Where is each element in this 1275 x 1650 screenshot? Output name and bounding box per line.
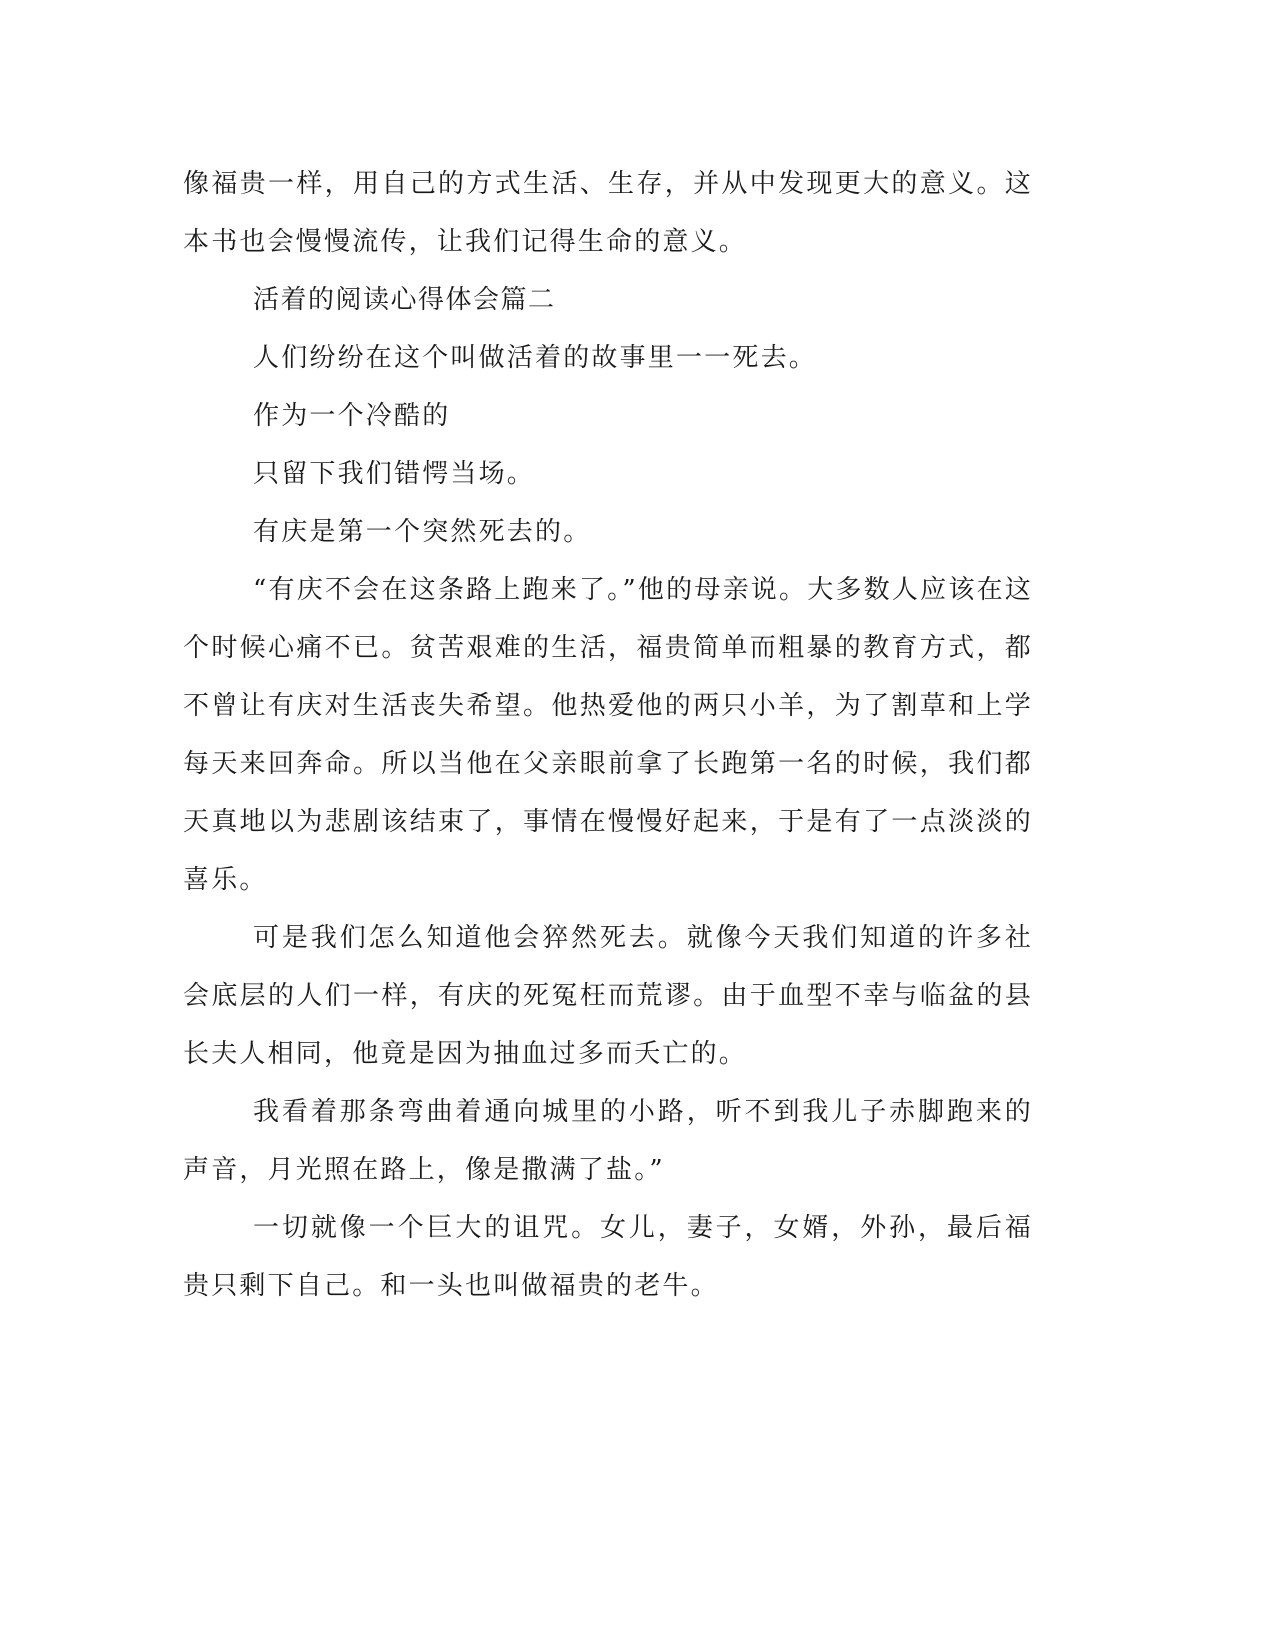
section-heading: 活着的阅读心得体会篇二 [253,285,556,315]
document-body [183,155,1033,1315]
paragraph: 人们纷纷在这个叫做活着的故事里一一死去。 [253,343,818,373]
paragraph: 一切就像一个巨大的诅咒。女儿，妻子，女婿，外孙，最后福贵只剩下自己。和一头也叫做福贵的老牛。 [183,1213,1033,1301]
paragraph: 可是我们怎么知道他会猝然死去。就像今天我们知道的许多社会底层的人们一样，有庆的死冤枉而荒谬。由于血型不幸与临盆的县长夫人相同，他竟是因为抽血过多而夭亡的。 [183,923,1033,1069]
paragraph: 有庆是第一个突然死去的。 [253,517,592,547]
paragraph: “有庆不会在这条路上跑来了。”他的母亲说。大多数人应该在这个时候心痛不已。贫苦艰难的生活，福贵简单而粗暴的教育方式，都不曾让有庆对生活丧失希望。他热爱他的两只小羊，为了割草和上学每天来回奔命。所以当他在父亲眼前拿了长跑第一名的时候，我们都天真地以为悲剧该结束了，事情在慢慢好起来，于是有了一点淡淡的喜乐。 [183,575,1033,895]
paragraph: 只留下我们错愕当场。 [253,459,536,489]
paragraph-continuation: 像福贵一样，用自己的方式生活、生存，并从中发现更大的意义。这本书也会慢慢流传，让我们记得生命的意义。 [183,169,1033,257]
paragraph: 我看着那条弯曲着通向城里的小路，听不到我儿子赤脚跑来的声音，月光照在路上，像是撒满了盐。” [183,1097,1033,1185]
paragraph: 作为一个冷酷的 [253,401,451,431]
